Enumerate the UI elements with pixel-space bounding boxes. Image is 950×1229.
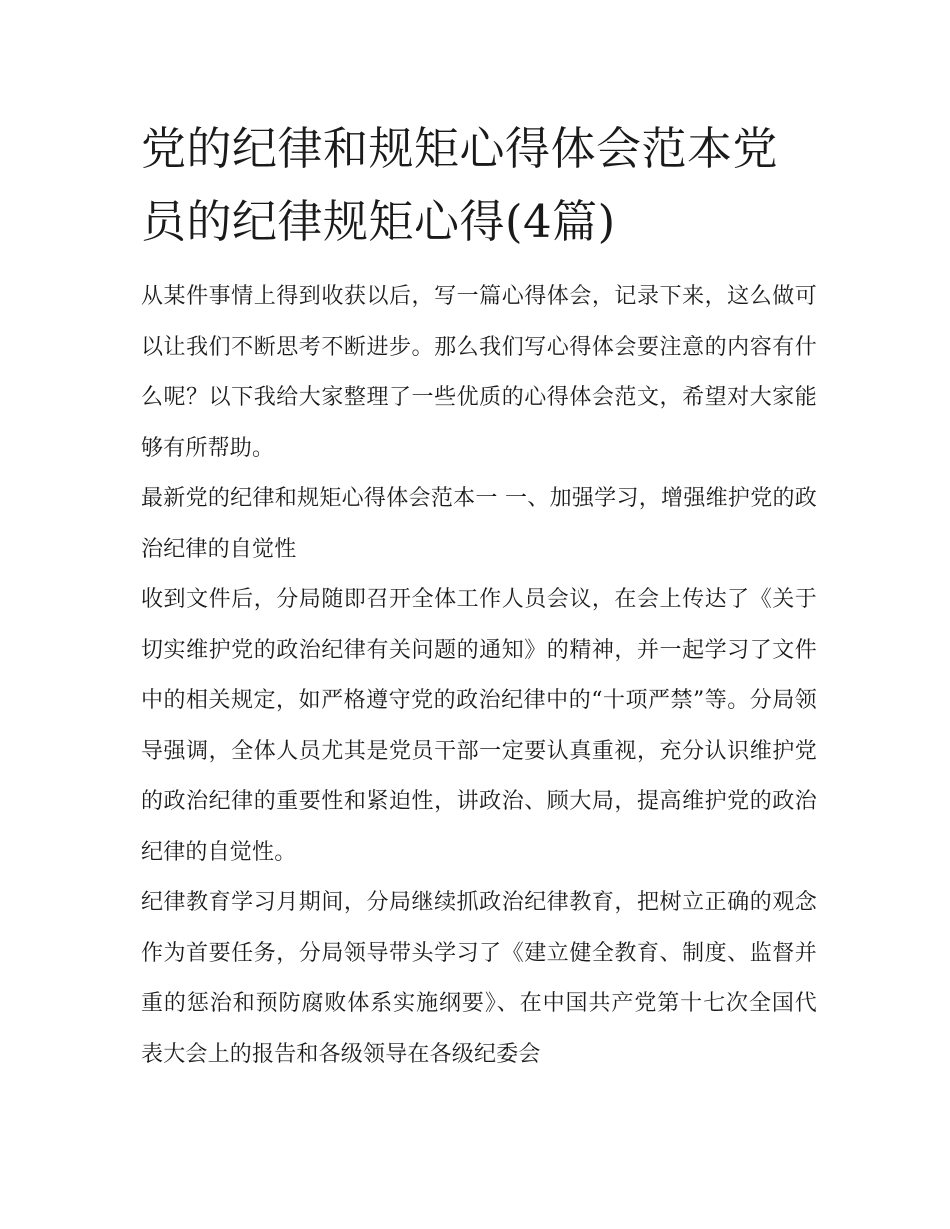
paragraph-section-heading: 最新党的纪律和规矩心得体会范本一 一、加强学习，增强维护党的政治纪律的自觉性 <box>141 486 817 562</box>
paragraph-body-2: 纪律教育学习月期间，分局继续抓政治纪律教育，把树立正确的观念作为首要任务，分局领导带头学习了《建立健全教育、制度、监督并重的惩治和预防腐败体系实施纲要》、在中国共产党第十七次全国代表大会上的报告和各级领导在各级纪委会 <box>141 890 817 1067</box>
document-title: 党的纪律和规矩心得体会范本党员的纪律规矩心得(4篇) <box>141 122 779 248</box>
document-page <box>141 112 817 1080</box>
paragraph-body-1: 收到文件后，分局随即召开全体工作人员会议，在会上传达了《关于切实维护党的政治纪律有关问题的通知》的精神，并一起学习了文件中的相关规定，如严格遵守党的政治纪律中的“十项严禁”等。分局领导强调，全体人员尤其是党员干部一定要认真重视，充分认识维护党的政治纪律的重要性和紧迫性，讲政治、顾大局，提高维护党的政治纪律的自觉性。 <box>141 587 817 865</box>
paragraph-intro: 从某件事情上得到收获以后，写一篇心得体会，记录下来，这么做可以让我们不断思考不断进步。那么我们写心得体会要注意的内容有什么呢？以下我给大家整理了一些优质的心得体会范文，希望对大家能够有所帮助。 <box>141 284 817 461</box>
